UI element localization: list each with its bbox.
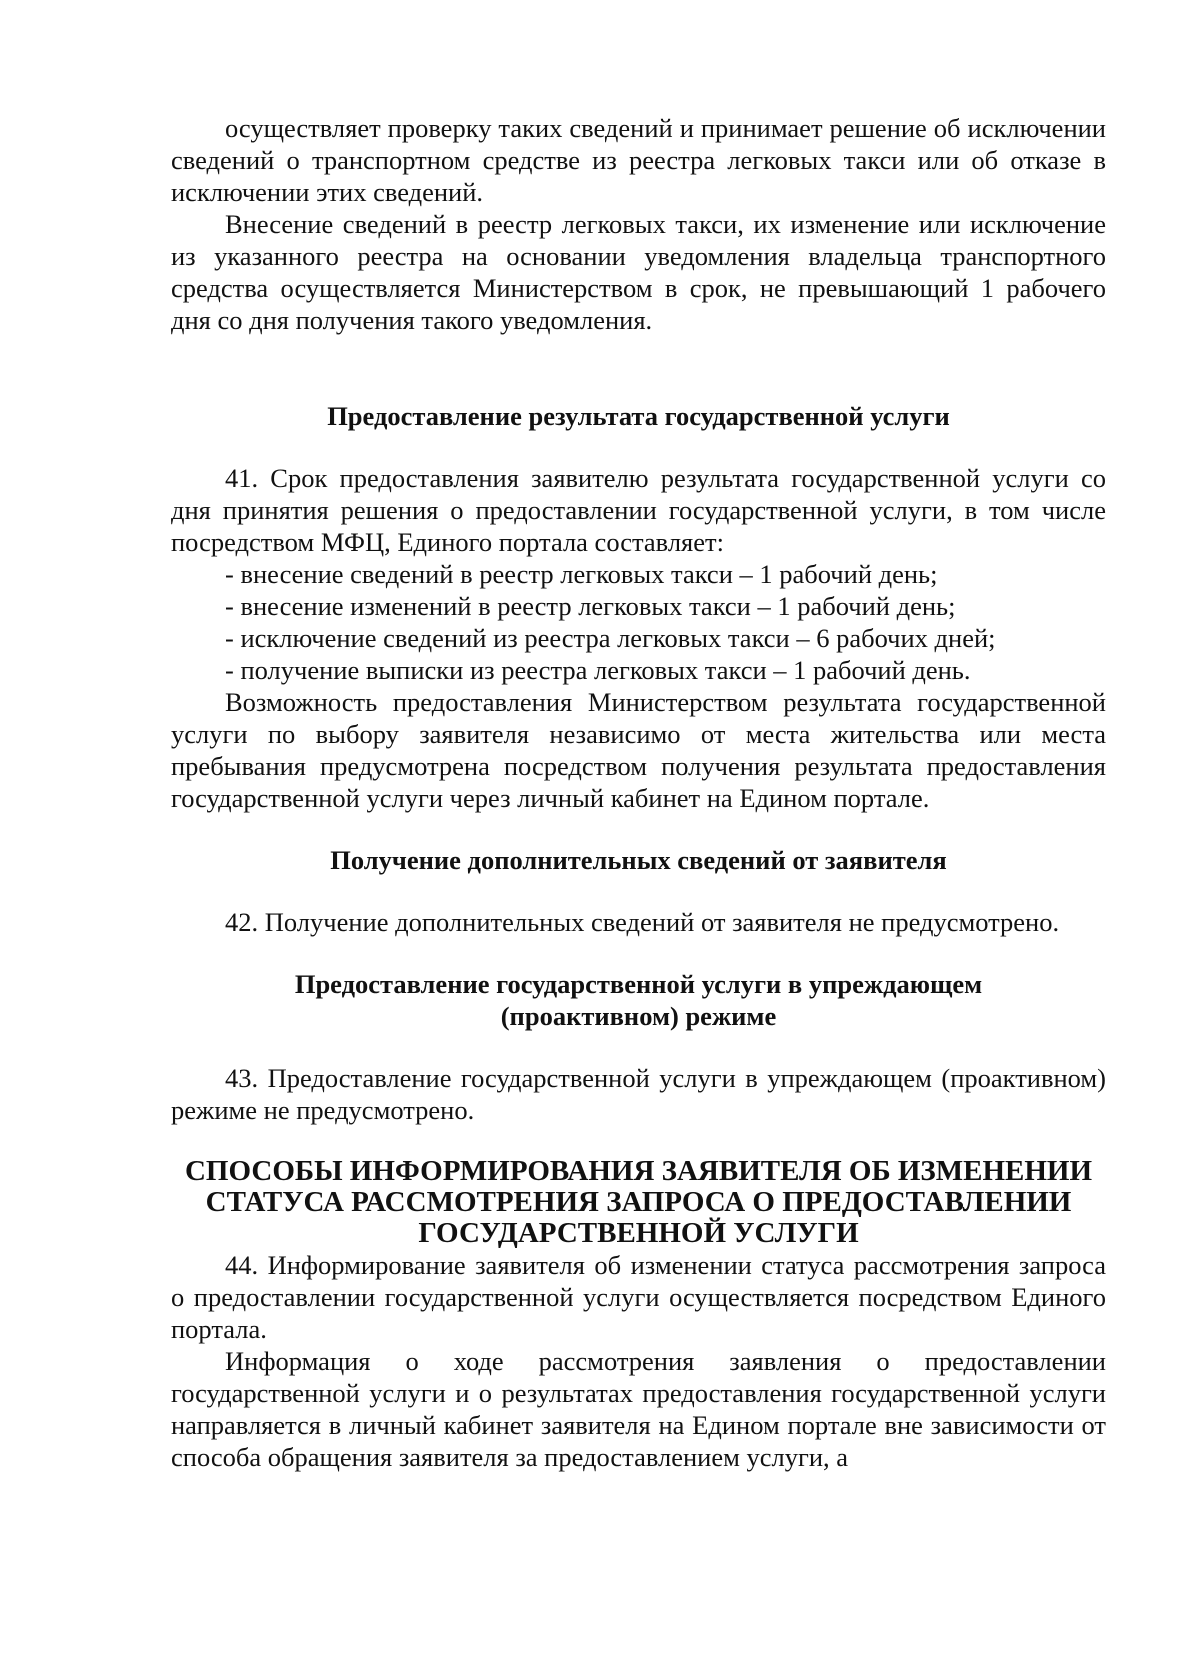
paragraph-41: 41. Срок предоставления заявителю результата государственной услуги со дня принятия решения о предоставлении государственной услуги, в том числе посредством МФЦ, Единого портала составляет: xyxy=(171,463,1106,557)
spacer xyxy=(171,938,1106,968)
spacer xyxy=(171,336,1106,400)
spacer xyxy=(171,1126,1106,1156)
section-heading-proactive-line1: Предоставление государственной услуги в упреждающем xyxy=(294,969,983,999)
list-item: - внесение изменений в реестр легковых такси – 1 рабочий день; xyxy=(225,591,956,621)
paragraph-verification: осуществляет проверку таких сведений и принимает решение об исключении сведений о транспортном средстве из реестра легковых такси или об отказе в исключении этих сведений. xyxy=(171,113,1106,207)
list-item: - исключение сведений из реестра легковых такси – 6 рабочих дней; xyxy=(225,623,996,653)
section-heading-proactive-line2: (проактивном) режиме xyxy=(500,1001,777,1031)
paragraph-registry-changes: Внесение сведений в реестр легковых такси, их изменение или исключение из указанного реестра на основании уведомления владельца транспортного средства осуществляется Министерством в срок, не превышающий 1 рабочего дня со дня получения такого уведомления. xyxy=(171,209,1106,335)
section-heading-result: Предоставление результата государственной услуги xyxy=(327,401,950,431)
list-item: - внесение сведений в реестр легковых такси – 1 рабочий день; xyxy=(225,559,938,589)
paragraph-info: Информация о ходе рассмотрения заявления о предоставлении государственной услуги и о результатах предоставления государственной услуги направляется в личный кабинет заявителя на Едином портале вне зависимости от способа обращения заявителя за предоставлением услуги, а xyxy=(171,1346,1106,1472)
list-item: - получение выписки из реестра легковых такси – 1 рабочий день. xyxy=(225,655,971,685)
spacer xyxy=(171,814,1106,844)
section-heading-informing-line3: ГОСУДАРСТВЕННОЙ УСЛУГИ xyxy=(418,1217,859,1249)
spacer xyxy=(171,432,1106,462)
paragraph-43: 43. Предоставление государственной услуги в упреждающем (проактивном) режиме не предусмотрено. xyxy=(171,1063,1106,1125)
paragraph-possibility: Возможность предоставления Министерством результата государственной услуги по выбору заявителя независимо от места жительства или места пребывания предусмотрена посредством получения результата предоставления государственной услуги через личный кабинет на Едином портале. xyxy=(171,687,1106,813)
section-heading-additional: Получение дополнительных сведений от заявителя xyxy=(330,845,947,875)
section-heading-informing-line1: СПОСОБЫ ИНФОРМИРОВАНИЯ ЗАЯВИТЕЛЯ ОБ ИЗМЕНЕНИИ xyxy=(184,1155,1093,1187)
spacer xyxy=(171,1032,1106,1062)
section-heading-informing-line2: СТАТУСА РАССМОТРЕНИЯ ЗАПРОСА О ПРЕДОСТАВЛЕНИИ xyxy=(205,1186,1072,1218)
spacer xyxy=(171,876,1106,906)
paragraph-42: 42. Получение дополнительных сведений от заявителя не предусмотрено. xyxy=(225,907,1060,937)
document-content xyxy=(171,112,1106,1473)
paragraph-44: 44. Информирование заявителя об изменении статуса рассмотрения запроса о предоставлении государственной услуги осуществляется посредством Единого портала. xyxy=(171,1250,1106,1344)
